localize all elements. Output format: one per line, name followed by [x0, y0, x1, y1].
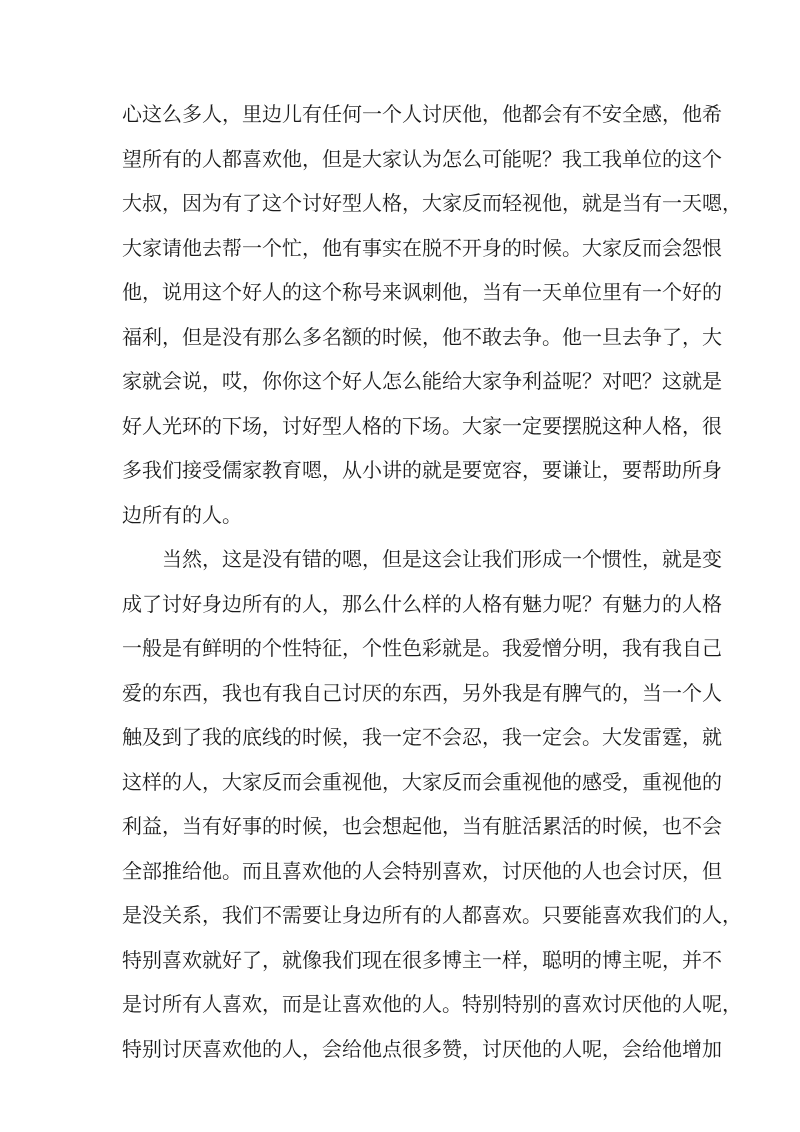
text-line: 是讨所有人喜欢，而是让喜欢他的人。特别特别的喜欢讨厌他的人呢， — [122, 992, 742, 1016]
text-line: 福利，但是没有那么多名额的时候，他不敢去争。他一旦去争了，大 — [122, 324, 722, 349]
text-line: 多我们接受儒家教育嗯，从小讲的就是要宽容，要谦让，要帮助所身 — [122, 458, 722, 482]
text-line: 大家请他去帮一个忙，他有事实在脱不开身的时候。大家反而会怨恨 — [122, 235, 722, 260]
text-line: 爱的东西，我也有我自己讨厌的东西，另外我是有脾气的，当一个人 — [122, 680, 722, 705]
text-line: 他，说用这个好人的这个称号来讽刺他，当有一天单位里有一个好的 — [122, 280, 722, 304]
document-body — [122, 92, 742, 1071]
text-line: 当然，这是没有错的嗯，但是这会让我们形成一个惯性，就是变 — [162, 547, 722, 571]
text-line: 家就会说，哎，你你这个好人怎么能给大家争利益呢？对吧？这就是 — [122, 369, 722, 393]
text-line: 触及到了我的底线的时候，我一定不会忍，我一定会。大发雷霆，就 — [122, 725, 722, 749]
text-line: 全部推给他。而且喜欢他的人会特别喜欢，讨厌他的人也会讨厌，但 — [122, 858, 722, 883]
text-line: 望所有的人都喜欢他，但是大家认为怎么可能呢？我工我单位的这个 — [122, 146, 722, 171]
text-line: 心这么多人，里边儿有任何一个人讨厌他，他都会有不安全感，他希 — [122, 102, 722, 126]
text-line: 一般是有鲜明的个性特征，个性色彩就是。我爱憎分明，我有我自己 — [122, 636, 722, 660]
text-line: 成了讨好身边所有的人，那么什么样的人格有魅力呢？有魅力的人格 — [122, 591, 722, 616]
text-line: 边所有的人。 — [122, 502, 242, 527]
text-line: 利益，当有好事的时候，也会想起他，当有脏活累活的时候，也不会 — [122, 814, 722, 838]
text-line: 大叔，因为有了这个讨好型人格，大家反而轻视他，就是当有一天嗯， — [122, 191, 742, 215]
text-line: 好人光环的下场，讨好型人格的下场。大家一定要摆脱这种人格，很 — [122, 413, 722, 438]
text-line: 特别喜欢就好了，就像我们现在很多博主一样，聪明的博主呢，并不 — [122, 947, 722, 972]
text-line: 这样的人，大家反而会重视他，大家反而会重视他的感受，重视他的 — [122, 769, 722, 794]
text-line: 特别讨厌喜欢他的人，会给他点很多赞，讨厌他的人呢，会给他增加 — [122, 1036, 722, 1061]
text-line: 是没关系，我们不需要让身边所有的人都喜欢。只要能喜欢我们的人， — [122, 903, 742, 927]
